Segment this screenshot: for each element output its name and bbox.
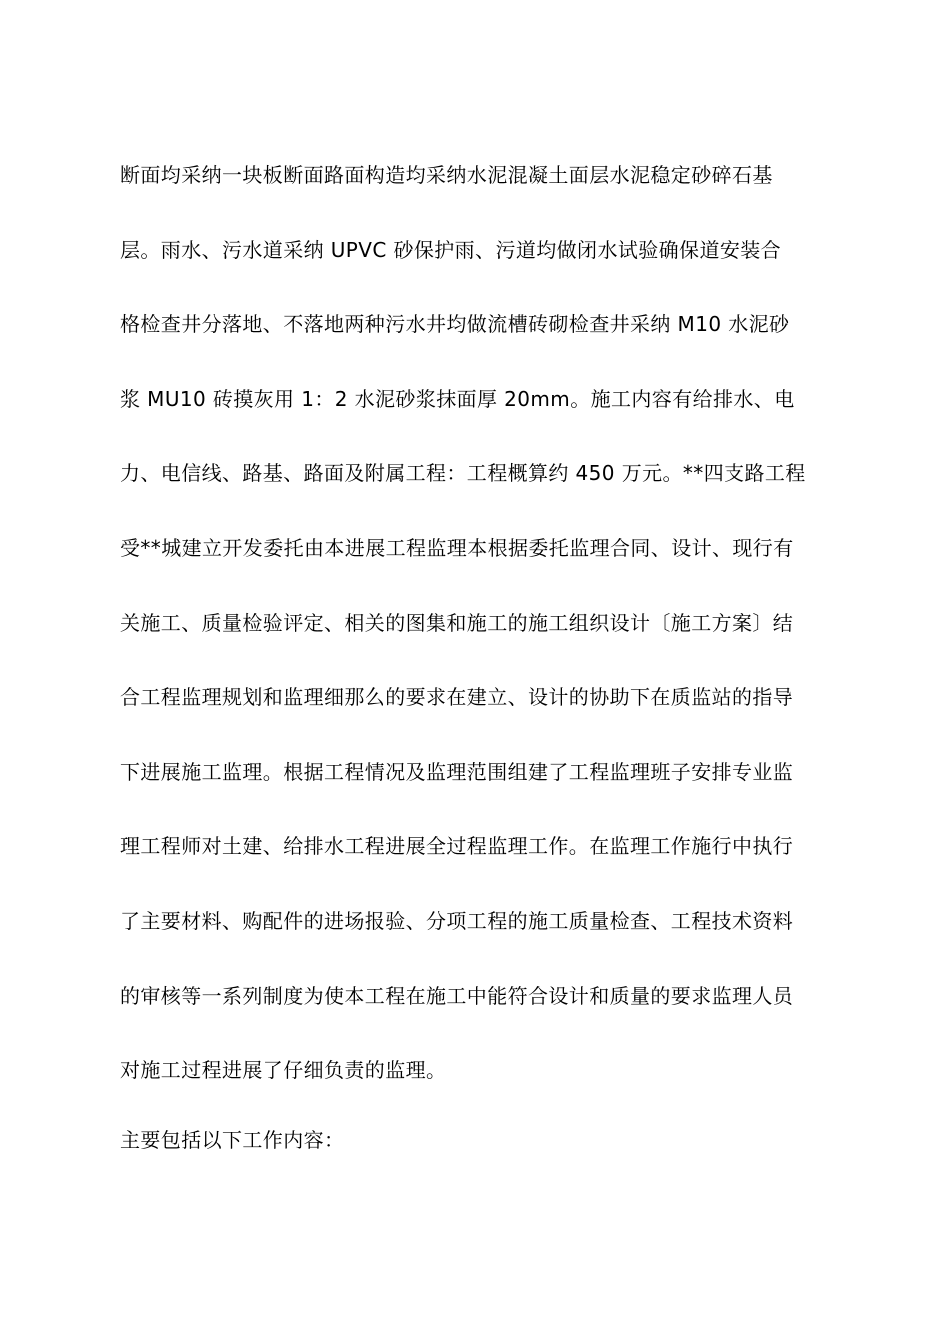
paragraph-line-7: 关施工、质量检验评定、相关的图集和施工的施工组织设计〔施工方案〕结 xyxy=(120,610,794,635)
paragraph-line-4: 浆 MU10 砖摸灰用 1：2 水泥砂浆抹面厚 20mm。施工内容有给排水、电 xyxy=(120,386,795,411)
paragraph-line-10: 理工程师对土建、给排水工程进展全过程监理工作。在监理工作施行中执行 xyxy=(120,834,794,859)
paragraph-line-8: 合工程监理规划和监理细那么的要求在建立、设计的协助下在质监站的指导 xyxy=(120,685,794,710)
paragraph-line-2: 层。雨水、污水道采纳 UPVC 砂保护雨、污道均做闭水试验确保道安装合 xyxy=(120,237,782,262)
paragraph-line-13: 对施工过程进展了仔细负责的监理。 xyxy=(120,1058,447,1083)
paragraph-line-12: 的审核等一系列制度为使本工程在施工中能符合设计和质量的要求监理人员 xyxy=(120,983,794,1008)
paragraph-line-9: 下进展施工监理。根据工程情况及监理范围组建了工程监理班子安排专业监 xyxy=(120,759,794,784)
paragraph-line-1: 断面均采纳一块板断面路面构造均采纳水泥混凝土面层水泥稳定砂碎石基 xyxy=(120,163,773,187)
paragraph-line-5: 力、电信线、路基、路面及附属工程：工程概算约 450 万元。**四支路工程 xyxy=(120,461,806,486)
section-lead-in: 主要包括以下工作内容： xyxy=(120,1128,345,1152)
paragraph-line-6: 受**城建立开发委托由本进展工程监理本根据委托监理合同、设计、现行有 xyxy=(120,535,794,560)
paragraph-line-3: 格检查井分落地、不落地两种污水井均做流槽砖砌检查井采纳 M10 水泥砂 xyxy=(120,312,790,337)
body-paragraph xyxy=(120,150,860,1120)
paragraph-line-11: 了主要材料、购配件的进场报验、分项工程的施工质量检查、工程技术资料 xyxy=(120,908,794,933)
